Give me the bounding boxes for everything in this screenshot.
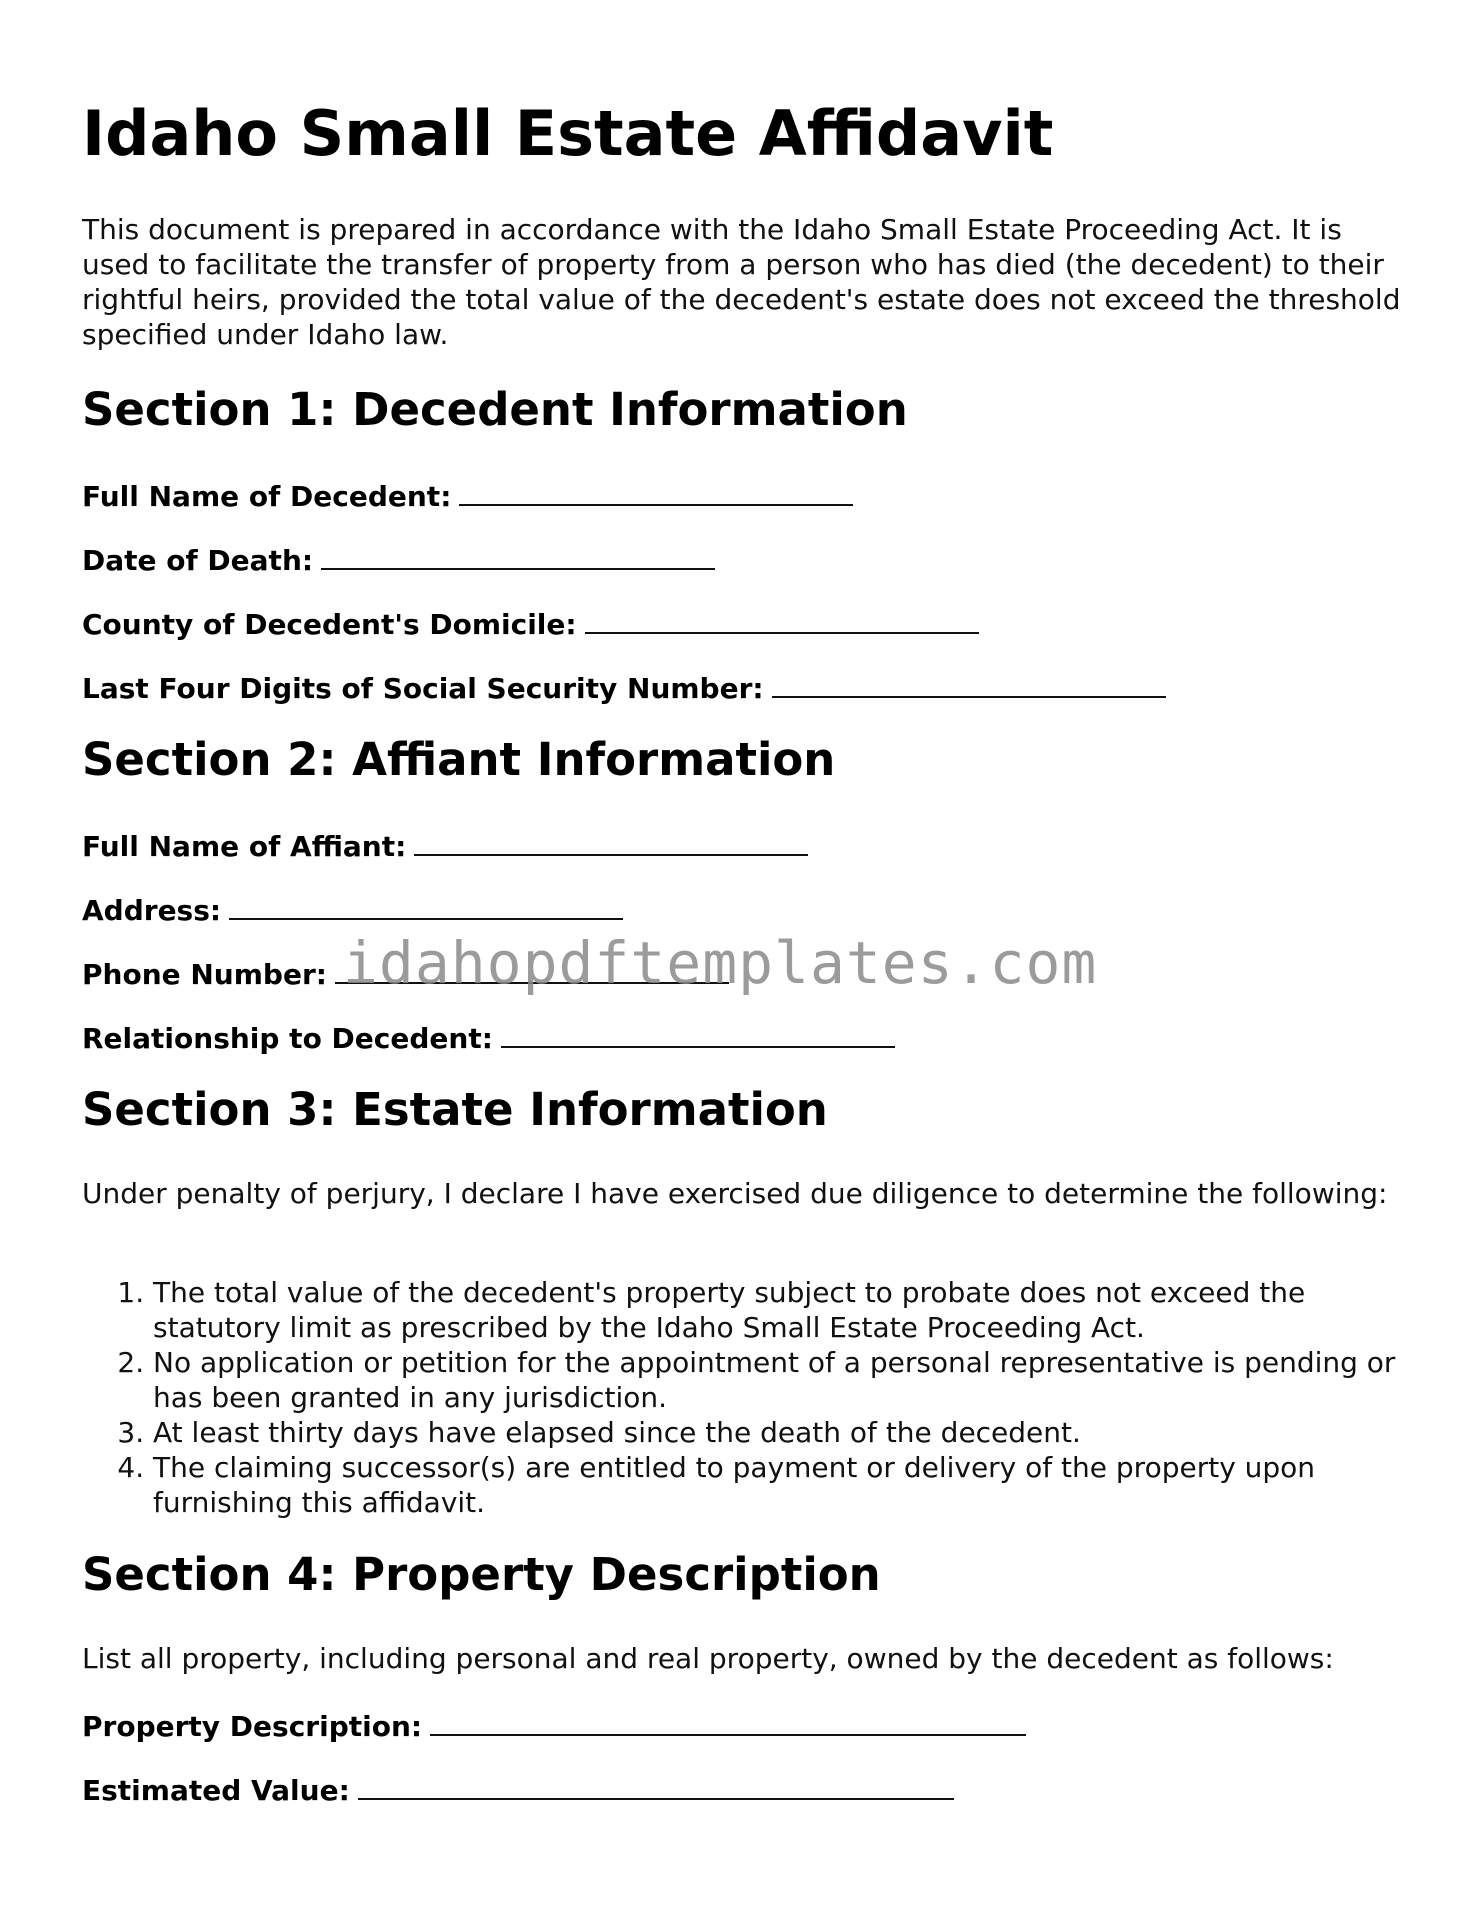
watermark-text: idahopdftemplates.com — [343, 929, 1098, 997]
section-3-heading: Section 3: Estate Information — [82, 1083, 828, 1136]
field-label: Full Name of Affiant: — [82, 830, 407, 863]
field-date-of-death — [82, 540, 715, 579]
section-2-heading: Section 2: Affiant Information — [82, 733, 836, 786]
field-label: Last Four Digits of Social Security Number: — [82, 672, 764, 705]
section-4-heading: Section 4: Property Description — [82, 1548, 881, 1601]
affiant-name-blank[interactable] — [414, 826, 808, 856]
field-county-domicile — [82, 604, 979, 643]
county-domicile-blank[interactable] — [585, 604, 979, 634]
date-of-death-blank[interactable] — [321, 540, 715, 570]
section-4-intro: List all property, including personal and real property, owned by the decedent as follows: — [82, 1642, 1334, 1675]
address-blank[interactable] — [229, 890, 623, 920]
section-1-heading: Section 1: Decedent Information — [82, 383, 908, 436]
field-decedent-name — [82, 476, 853, 515]
document-title: Idaho Small Estate Affidavit — [82, 97, 1054, 170]
field-estimated-value — [82, 1770, 954, 1809]
field-label: Property Description: — [82, 1710, 423, 1743]
field-affiant-name — [82, 826, 808, 865]
property-description-blank[interactable] — [430, 1706, 1026, 1736]
field-ssn-last-four — [82, 668, 1166, 707]
field-label: County of Decedent's Domicile: — [82, 608, 577, 641]
estate-declarations-list — [82, 1275, 1412, 1520]
list-item: 4. The claiming successor(s) are entitled to payment or delivery of the property upon furnishing this affidavit. — [153, 1450, 1412, 1520]
ssn-last-four-blank[interactable] — [772, 668, 1166, 698]
field-label: Estimated Value: — [82, 1774, 350, 1807]
field-property-description — [82, 1706, 1026, 1745]
relationship-blank[interactable] — [501, 1018, 895, 1048]
list-item: 2. No application or petition for the appointment of a personal representative is pending or has been granted in any jurisdiction. — [153, 1345, 1412, 1415]
field-label: Phone Number: — [82, 958, 327, 991]
decedent-name-blank[interactable] — [459, 476, 853, 506]
list-item: 1. The total value of the decedent's property subject to probate does not exceed the statutory limit as prescribed by the Idaho Small Estate Proceeding Act. — [153, 1275, 1412, 1345]
estimated-value-blank[interactable] — [358, 1770, 954, 1800]
section-3-intro: Under penalty of perjury, I declare I have exercised due diligence to determine the following: — [82, 1177, 1388, 1210]
intro-paragraph: This document is prepared in accordance with the Idaho Small Estate Proceeding Act. It is used to facilitate the transfer of property from a person who has died (the decedent) to their rightful heirs, provided the total value of the decedent's estate does not exceed the threshold specified under Idaho law. — [82, 213, 1401, 351]
field-label: Relationship to Decedent: — [82, 1022, 493, 1055]
field-label: Date of Death: — [82, 544, 314, 577]
field-label: Full Name of Decedent: — [82, 480, 452, 513]
field-address — [82, 890, 623, 929]
list-item: 3. At least thirty days have elapsed since the death of the decedent. — [153, 1415, 1412, 1450]
field-relationship — [82, 1018, 895, 1057]
field-label: Address: — [82, 894, 222, 927]
